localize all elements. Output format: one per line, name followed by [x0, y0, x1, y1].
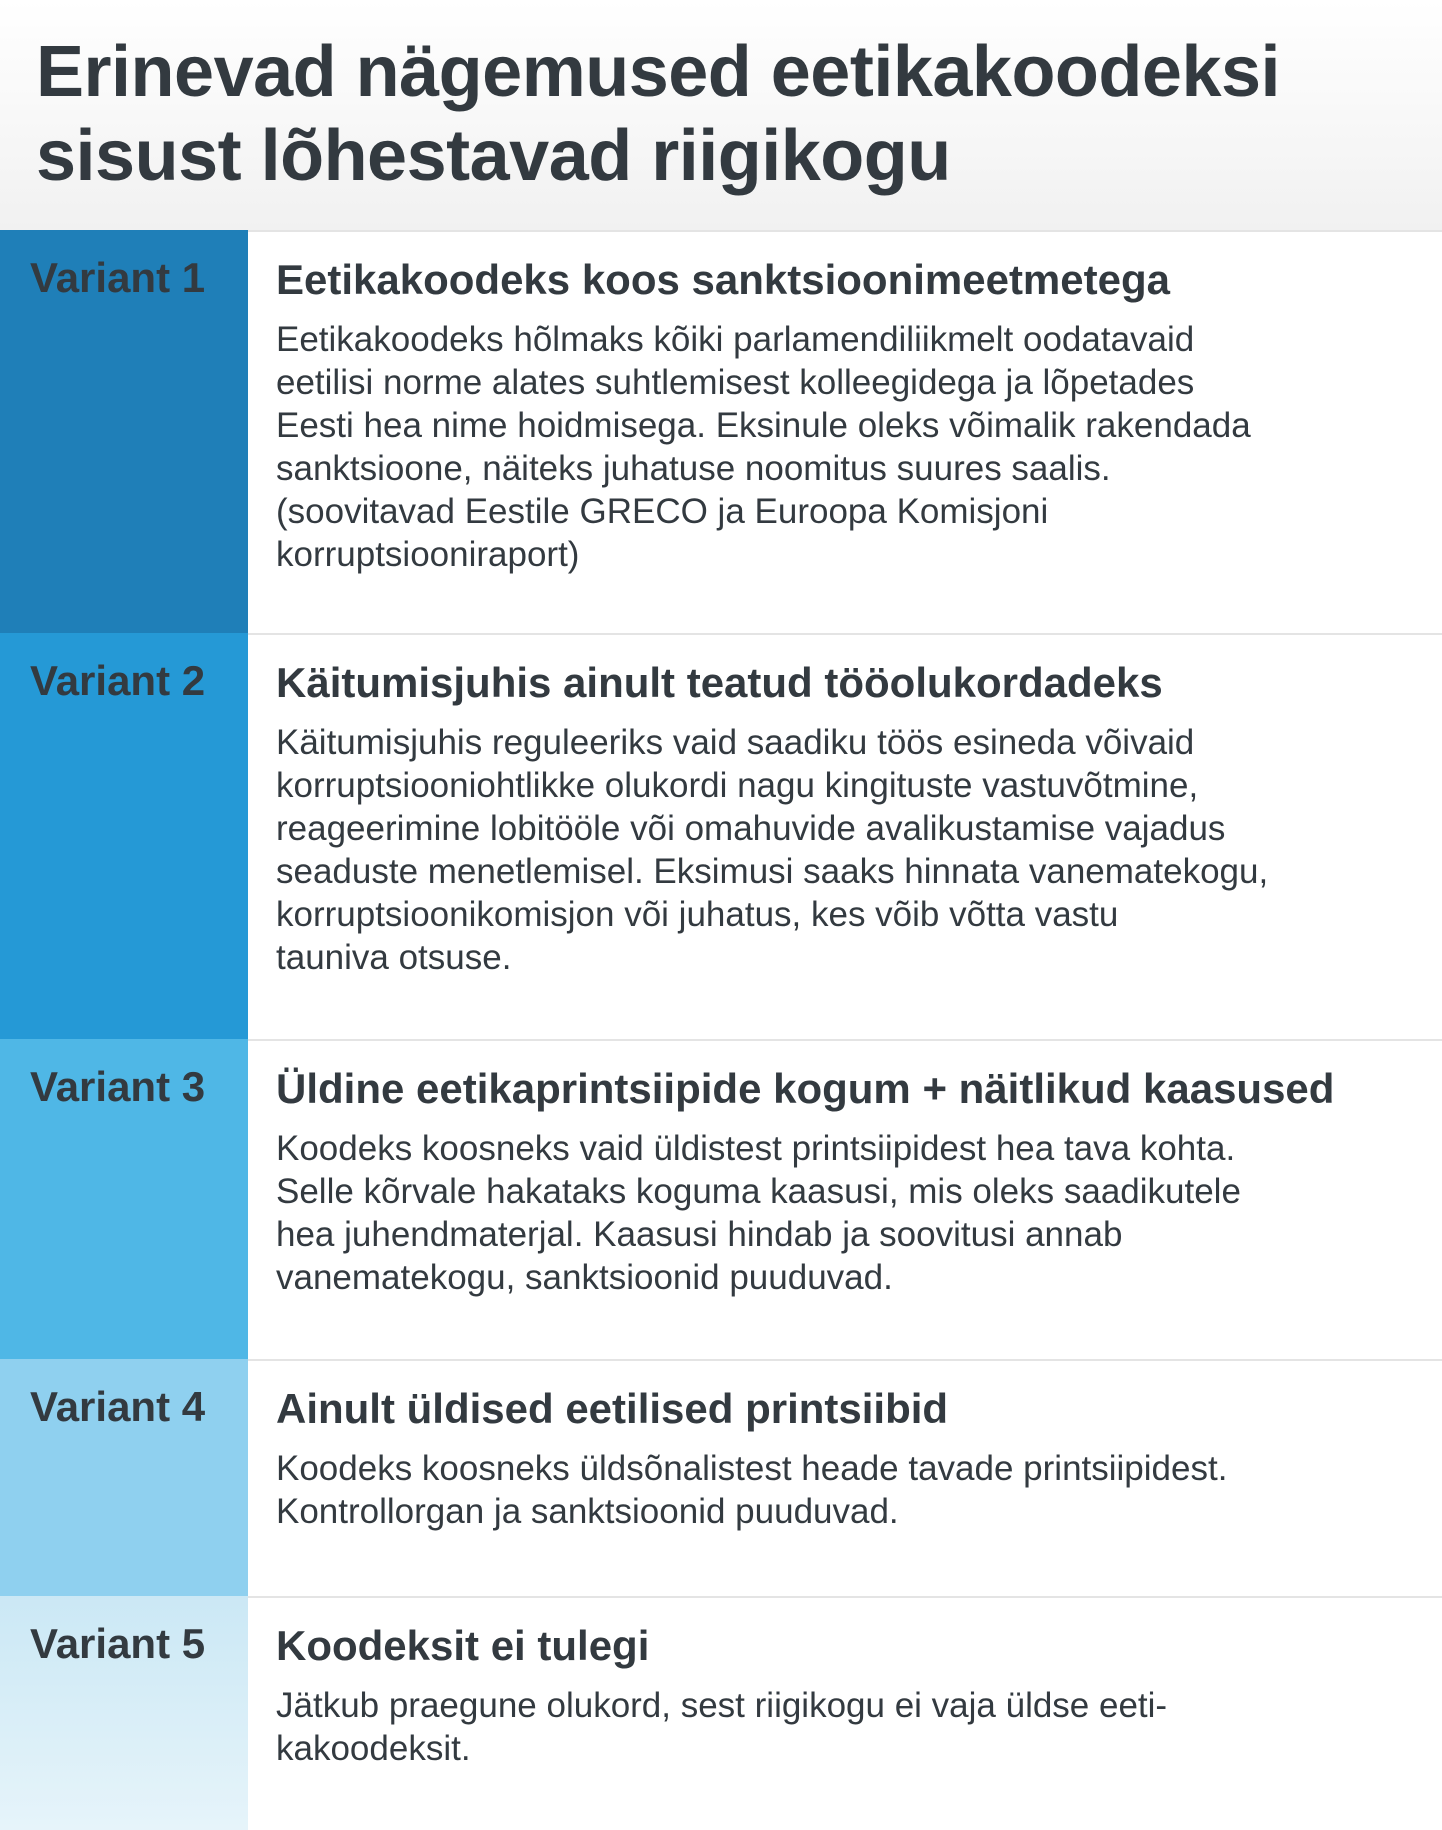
variant-5-text: Jätkub praegune olukord, sest riigikogu ei vaja üldse eeti- kakoodeksit.: [276, 1686, 1168, 1768]
variant-row-5: [0, 1596, 1442, 1830]
variant-3-heading: Üldine eetikaprintsiipide kogum + näitlikud kaasused: [276, 1065, 1335, 1112]
variant-3-label: Variant 3: [30, 1063, 206, 1110]
page-title: Erinevad nägemused eetikakoodeksi sisust lõhestavad riigikogu: [36, 32, 1281, 196]
variant-5-heading: Koodeksit ei tulegi: [276, 1622, 650, 1669]
variant-row-2: [0, 633, 1442, 1039]
variant-4-text: Koodeks koosneks üldsõnalistest heade tavade printsiipidest. Kontrollorgan ja sanktsioonid puuduvad.: [276, 1449, 1228, 1531]
variant-5-label: Variant 5: [30, 1620, 206, 1667]
variant-3-text: Koodeks koosneks vaid üldistest printsiipidest hea tava kohta. Selle kõrvale hakataks koguma kaasusi, mis oleks saadikutele hea juhendmaterjal. Kaasusi hindab ja soovitusi annab vanematekogu, sanktsioonid puuduvad.: [276, 1129, 1241, 1297]
variant-4-color-bar: [0, 1359, 248, 1596]
variant-3-color-bar: [0, 1039, 248, 1359]
variant-2-label: Variant 2: [30, 657, 206, 704]
variant-2-content: [248, 633, 1442, 1039]
variant-row-4: [0, 1359, 1442, 1596]
variant-1-text: Eetikakoodeks hõlmaks kõiki parlamendiliikmelt oodatavaid eetilisi norme alates suhtlemisest kolleegidega ja lõpetades Eesti hea nime hoidmisega. Eksinule oleks võimalik rakendada sanktsioone, näiteks juhatuse noomitus suures saalis. (soovitavad Eestile GRECO ja Euroopa Komisjoni korruptsiooniraport): [276, 320, 1251, 574]
variant-1-heading: Eetikakoodeks koos sanktsioonimeetmetega: [276, 256, 1170, 303]
variant-2-color-bar: [0, 633, 248, 1039]
variant-3-content: [248, 1039, 1442, 1359]
header: [0, 0, 1442, 230]
variant-4-label: Variant 4: [30, 1383, 206, 1430]
variant-4-heading: Ainult üldised eetilised printsiibid: [276, 1385, 949, 1432]
variant-2-heading: Käitumisjuhis ainult teatud tööolukordadeks: [276, 659, 1163, 706]
variant-4-content: [248, 1359, 1442, 1596]
variant-5-color-bar: [0, 1596, 248, 1830]
variant-1-color-bar: [0, 230, 248, 633]
variants-list: [0, 230, 1442, 1830]
variant-row-3: [0, 1039, 1442, 1359]
variant-row-1: [0, 230, 1442, 633]
variant-2-text: Käitumisjuhis reguleeriks vaid saadiku töös esineda võivaid korruptsiooniohtlikke olukordi nagu kingituste vastuvõtmine, reageerimine lobitööle või omahuvide avalikustamise vajadus seaduste menetlemisel. Eksimusi saaks hinnata vanematekogu, korruptsioonikomisjon või juhatus, kes võib võtta vastu tauniva otsuse.: [276, 723, 1269, 977]
variant-1-label: Variant 1: [30, 254, 206, 301]
variant-5-content: [248, 1596, 1442, 1830]
variant-1-content: [248, 230, 1442, 633]
